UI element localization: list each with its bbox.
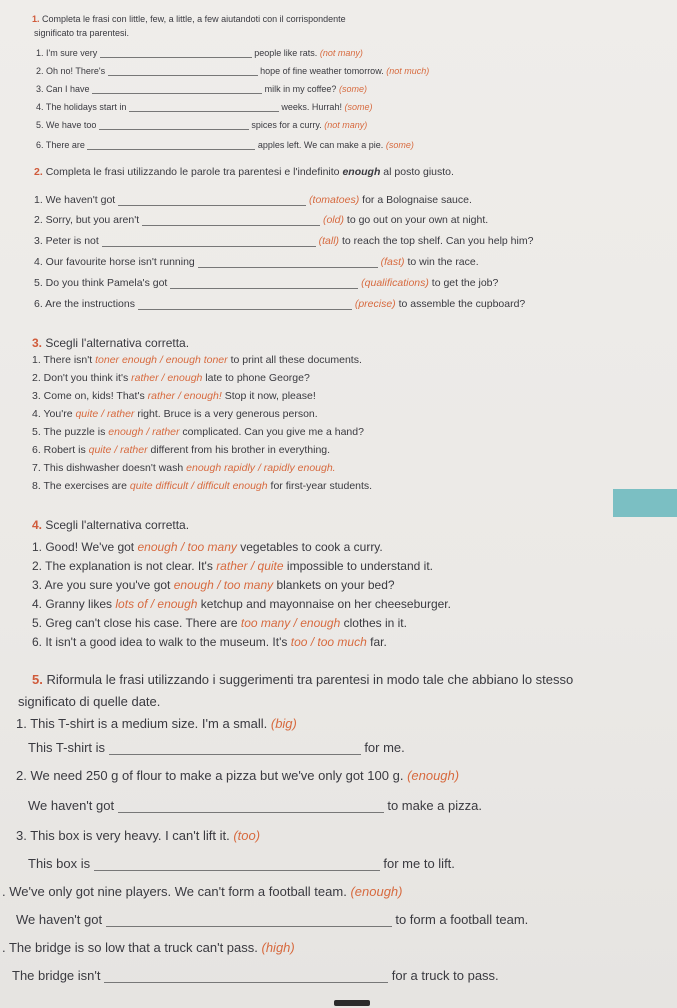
choice-options[interactable]: toner enough / enough toner: [95, 354, 228, 366]
ex5-item-4-question: . We've only got nine players. We can't form a football team. (enough): [2, 884, 403, 899]
choice-options[interactable]: quite / rather: [75, 408, 135, 420]
ex1-title-line2: significato tra parentesi.: [34, 28, 130, 38]
choice-options[interactable]: rather / enough: [131, 372, 203, 384]
ex3-item-2: 2. Don't you think it's rather / enough late to phone George?: [32, 372, 310, 384]
ex1-title: 1. Completa le frasi con little, few, a little, a few aiutandoti con il corrispondente: [32, 14, 346, 24]
ex1-item-4: 4. The holidays start in weeks. Hurrah! (some): [36, 102, 373, 112]
choice-options[interactable]: lots of / enough: [115, 597, 198, 611]
choice-options[interactable]: quite difficult / difficult enough: [129, 480, 268, 492]
answer-blank[interactable]: [102, 246, 316, 247]
answer-blank[interactable]: [94, 870, 380, 871]
ex5-item-5-answer: The bridge isn't for a truck to pass.: [12, 968, 499, 983]
ex3-item-8: 8. The exercises are quite difficult / difficult enough for first-year students.: [32, 480, 373, 492]
ex2-item-4: 4. Our favourite horse isn't running (fast) to win the race.: [34, 256, 479, 268]
ex5-item-1-answer: This T-shirt is for me.: [28, 740, 405, 755]
ex3-item-4: 4. You're quite / rather right. Bruce is a very generous person.: [32, 408, 318, 420]
ex5-item-2-answer: We haven't got to make a pizza.: [28, 798, 482, 813]
ex4-title: 4. Scegli l'alternativa corretta.: [32, 518, 190, 532]
answer-blank[interactable]: [118, 812, 384, 813]
teal-margin-tab: [613, 489, 677, 517]
ex5-item-2-question: 2. We need 250 g of flour to make a pizza but we've only got 100 g. (enough): [16, 768, 460, 783]
ex1-item-5: 5. We have too spices for a curry. (not many): [36, 120, 368, 130]
ex3-item-7: 7. This dishwasher doesn't wash enough rapidly / rapidly enough.: [32, 462, 336, 474]
answer-blank[interactable]: [138, 309, 352, 310]
ex3-title: 3. Scegli l'alternativa corretta.: [32, 336, 190, 350]
answer-blank[interactable]: [100, 57, 252, 58]
answer-blank[interactable]: [170, 288, 358, 289]
ex4-item-3: 3. Are you sure you've got enough / too many blankets on your bed?: [32, 578, 395, 592]
choice-options[interactable]: quite / rather: [88, 444, 148, 456]
choice-options[interactable]: enough / too many: [173, 578, 274, 592]
ex2-item-5: 5. Do you think Pamela's got (qualifications) to get the job?: [34, 277, 499, 289]
answer-blank[interactable]: [108, 75, 258, 76]
ex5-title: 5. Riformula le frasi utilizzando i suggerimenti tra parentesi in modo tale che abbiano lo stesso: [32, 672, 574, 687]
ex2-item-2: 2. Sorry, but you aren't (old) to go out on your own at night.: [34, 214, 489, 226]
ex2-item-3: 3. Peter is not (tall) to reach the top shelf. Can you help him?: [34, 235, 534, 247]
choice-options[interactable]: enough / rather: [108, 426, 180, 438]
page-bottom-mark: [334, 1000, 370, 1006]
answer-blank[interactable]: [129, 111, 279, 112]
ex5-item-1-question: 1. This T-shirt is a medium size. I'm a small. (big): [16, 716, 297, 731]
answer-blank[interactable]: [106, 926, 392, 927]
ex1-item-1: 1. I'm sure very people like rats. (not many): [36, 48, 363, 58]
ex3-item-1: 1. There isn't toner enough / enough toner to print all these documents.: [32, 354, 362, 366]
answer-blank[interactable]: [99, 129, 249, 130]
choice-options[interactable]: rather / quite: [216, 559, 284, 573]
ex5-title-line2: significato di quelle date.: [18, 694, 161, 709]
ex1-item-2: 2. Oh no! There's hope of fine weather tomorrow. (not much): [36, 66, 430, 76]
ex5-item-3-question: 3. This box is very heavy. I can't lift it. (too): [16, 828, 261, 843]
choice-options[interactable]: rather / enough!: [147, 390, 222, 402]
ex2-item-1: 1. We haven't got (tomatoes) for a Bolognaise sauce.: [34, 194, 472, 206]
ex2-item-6: 6. Are the instructions (precise) to assemble the cupboard?: [34, 298, 526, 310]
ex5-item-3-answer: This box is for me to lift.: [28, 856, 455, 871]
ex4-item-4: 4. Granny likes lots of / enough ketchup and mayonnaise on her cheeseburger.: [32, 597, 451, 611]
choice-options[interactable]: too / too much: [290, 635, 367, 649]
ex4-item-5: 5. Greg can't close his case. There are too many / enough clothes in it.: [32, 616, 407, 630]
ex5-item-5-question: . The bridge is so low that a truck can't pass. (high): [2, 940, 295, 955]
answer-blank[interactable]: [118, 205, 306, 206]
ex3-item-6: 6. Robert is quite / rather different from his brother in everything.: [32, 444, 331, 456]
ex1-item-6: 6. There are apples left. We can make a pie. (some): [36, 140, 414, 150]
ex3-item-3: 3. Come on, kids! That's rather / enough! Stop it now, please!: [32, 390, 316, 402]
ex5-item-4-answer: We haven't got to form a football team.: [16, 912, 529, 927]
answer-blank[interactable]: [142, 225, 320, 226]
choice-options[interactable]: enough rapidly / rapidly enough.: [186, 462, 336, 474]
ex2-title: 2. Completa le frasi utilizzando le parole tra parentesi e l'indefinito enough al posto giusto.: [34, 166, 454, 178]
answer-blank[interactable]: [87, 149, 255, 150]
ex4-item-2: 2. The explanation is not clear. It's rather / quite impossible to understand it.: [32, 559, 433, 573]
choice-options[interactable]: enough / too many: [137, 540, 237, 554]
answer-blank[interactable]: [92, 93, 262, 94]
answer-blank[interactable]: [109, 754, 361, 755]
ex3-item-5: 5. The puzzle is enough / rather complicated. Can you give me a hand?: [32, 426, 364, 438]
ex4-item-6: 6. It isn't a good idea to walk to the museum. It's too / too much far.: [32, 635, 387, 649]
ex4-item-1: 1. Good! We've got enough / too many vegetables to cook a curry.: [32, 540, 383, 554]
choice-options[interactable]: too many / enough: [240, 616, 341, 630]
answer-blank[interactable]: [104, 982, 388, 983]
answer-blank[interactable]: [198, 267, 378, 268]
ex1-item-3: 3. Can I have milk in my coffee? (some): [36, 84, 367, 94]
